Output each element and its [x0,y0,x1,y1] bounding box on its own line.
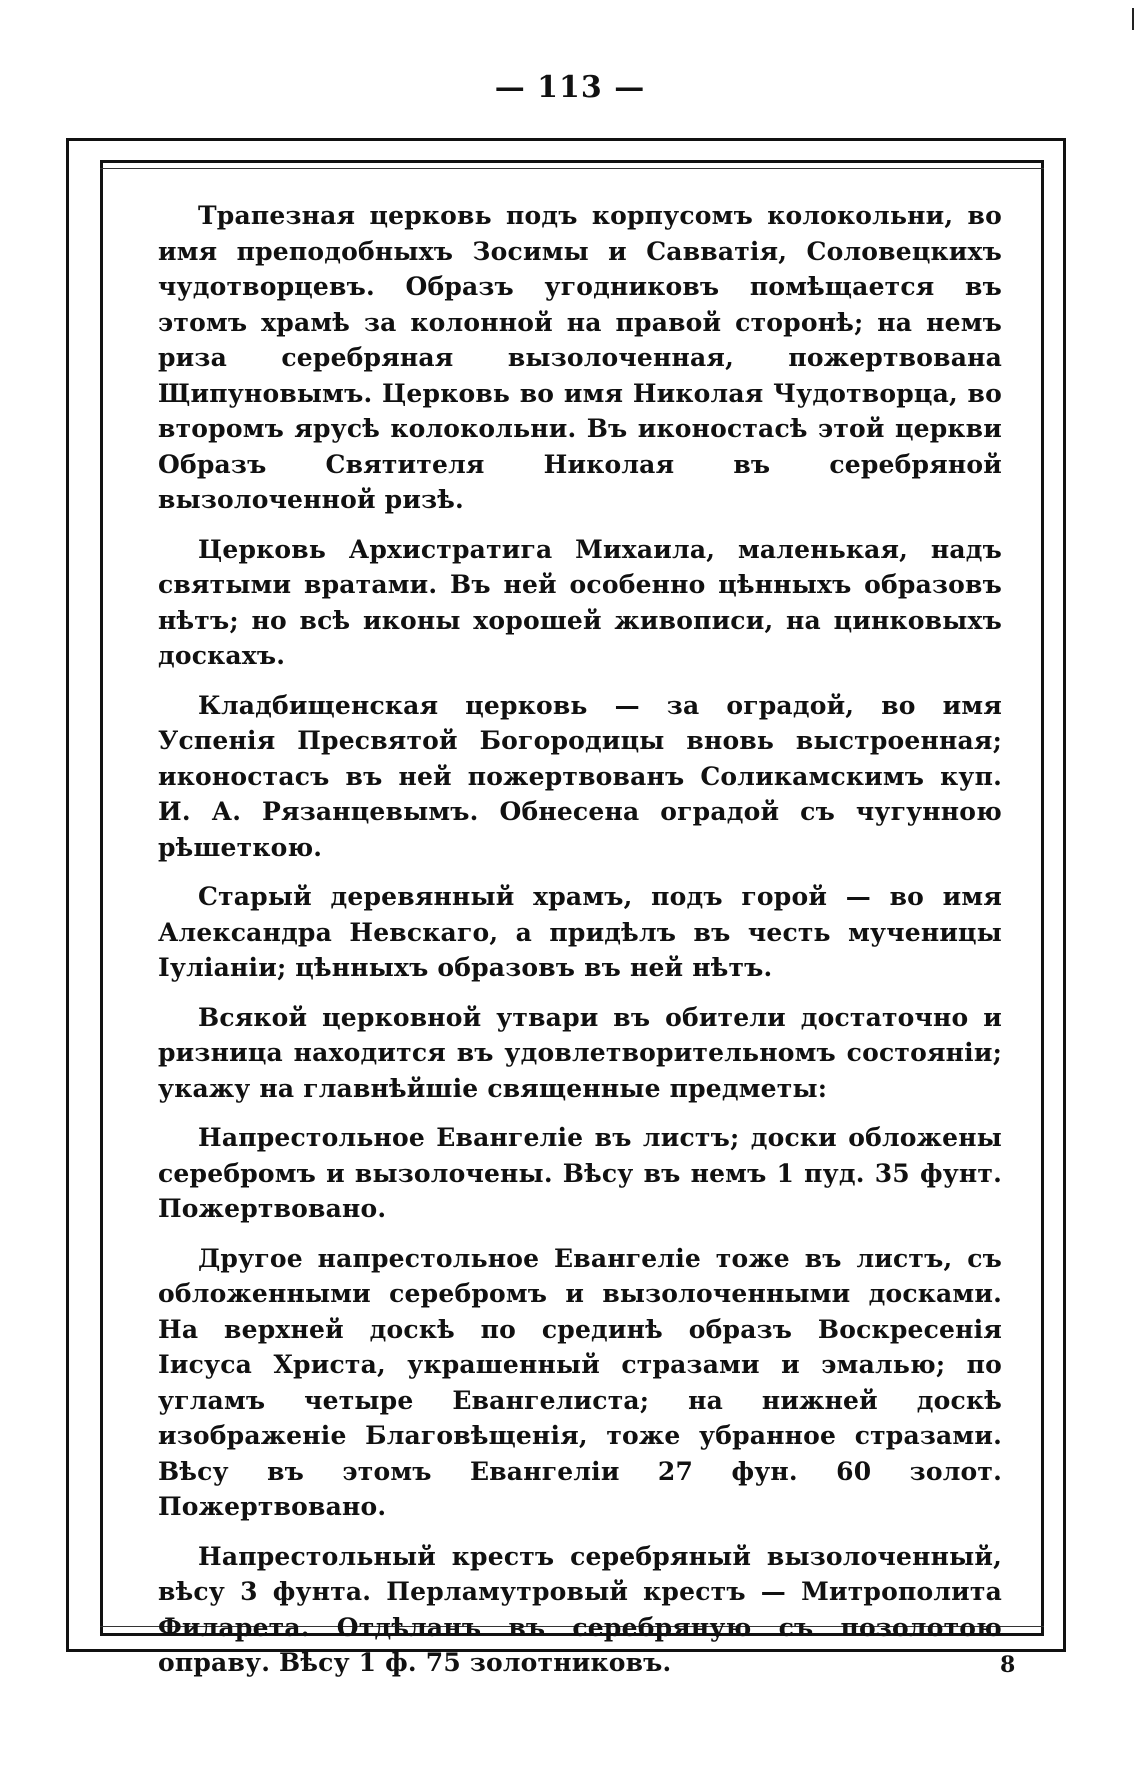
page-edge-mark [1132,8,1134,30]
frame-top-rule [100,168,1044,169]
paragraph-altar-gospel: Напрестольное Евангеліе въ листъ; доски обложены серебромъ и вызолочены. Вѣсу въ немъ 1 пуд. 35 фунт. Пожертвовано. [158,1123,1002,1223]
paragraph-old-wooden-church: Старый деревянный храмъ, подъ горой — во имя Александра Невскаго, а придѣлъ въ честь мученицы Іуліаніи; цѣнныхъ образовъ въ ней нѣтъ. [158,882,1002,982]
paragraph-altar-cross: Напрестольный крестъ серебряный вызолоченный, вѣсу 3 фунта. Перламутровый крестъ — Митрополита Филарета. Отдѣланъ въ серебряную съ позолотою оправу. Вѣсу 1 ф. 75 золотниковъ. [158,1541,1002,1677]
paragraph-church-utensils: Всякой церковной утвари въ обители достаточно и ризница находится въ удовлетворительномъ состояніи; укажу на главнѣйшіе священные предметы: [158,1002,1002,1103]
printer-signature-mark: 8 [1000,1652,1016,1678]
paragraph-archangel-michael-church: Церковь Архистратига Михаила, маленькая, надъ святыми вратами. Въ ней особенно цѣнныхъ образовъ нѣтъ; но всѣ иконы хорошей живописи, на цинковыхъ доскахъ. [158,534,1002,670]
page-number: — 113 — [494,70,646,105]
paragraph-trapeznaya-church: Трапезная церковь подъ корпусомъ колокольни, во имя преподобныхъ Зосимы и Савватія, Соловецкихъ чудотворцевъ. Образъ угодниковъ помѣщается въ этомъ храмѣ за колонной на правой сторонѣ; на немъ риза серебряная вызолоченная, пожертвована Щипуновымъ. Церковь во имя Николая Чудотворца, во второмъ ярусѣ колокольни. Въ иконостасѣ этой церкви Образъ Святителя Николая въ серебряной вызолоченной ризѣ. [158,201,1002,514]
paragraph-cemetery-church: Кладбищенская церковь — за оградой, во имя Успенія Пресвятой Богородицы вновь выстроенная; иконостасъ въ ней пожертвованъ Соликамскимъ куп. И. А. Рязанцевымъ. Обнесена оградой съ чугунною рѣшеткою. [158,690,1002,862]
page-body [158,198,1002,1695]
paragraph-second-altar-gospel: Другое напрестольное Евангеліе тоже въ листъ, съ обложенными серебромъ и вызолоченными досками. На верхней доскѣ по срединѣ образъ Воскресенія Іисуса Христа, украшенный стразами и эмалью; по угламъ четыре Евангелиста; на нижней доскѣ изображеніе Благовѣщенія, тоже убранное стразами. Вѣсу въ этомъ Евангеліи 27 фун. 60 золот. Пожертвовано. [158,1243,1002,1521]
